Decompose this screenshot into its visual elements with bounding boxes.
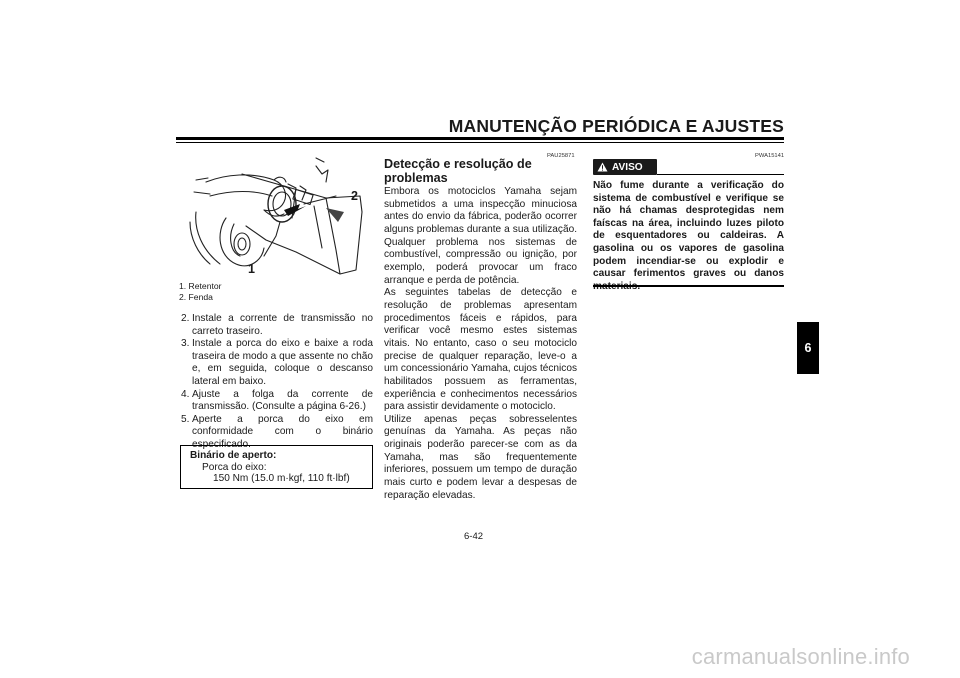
warning-badge [593, 159, 657, 175]
step-number: 3. [181, 338, 190, 350]
step-number: 4. [181, 388, 190, 400]
section-code: PAU25871 [547, 153, 575, 159]
warning-header-rule [657, 174, 784, 175]
caption-1: 1. Retentor [179, 281, 222, 291]
chapter-tab: 6 [797, 322, 819, 374]
section-paragraph: Utilize apenas peças sobresselentes genuínas da Yamaha. As peças não originais poderão parecer-se com as da Yamaha, mas são frequentemente inferiores, possuem um tempo de duração mais curto e podem levar a despesas de reparação elevadas. [384, 413, 577, 501]
torque-spec-box [180, 445, 373, 489]
section-paragraph: As seguintes tabelas de detecção e resolução de problemas apresentam procedimentos fáceis e rápidos, para verificar você mesmo estes sistemas vitais. No entanto, caso o seu motociclo precise de qualquer reparação, leve-o a um concessionário Yamaha, cujos técnicos habilitados possuem as ferramentas, experiência e conhecimentos necessários para assistir devidamente o motociclo. [384, 287, 577, 413]
step-text: Ajuste a folga da corrente de transmissão. (Consulte a página 6-26.) [192, 388, 373, 413]
title-rule [176, 137, 784, 140]
procedure-steps [181, 313, 373, 452]
figure-captions [179, 281, 222, 302]
step-3 [181, 338, 373, 388]
section-body [384, 186, 577, 502]
torque-title: Binário de aperto: [190, 450, 277, 461]
torque-value: 150 Nm (15.0 m·kgf, 110 ft·lbf) [213, 473, 350, 485]
warning-code: PWA15141 [755, 153, 785, 159]
step-text: Aperte a porca do eixo em conformidade com o binário especificado. [192, 413, 373, 450]
step-number: 2. [181, 313, 190, 324]
section-heading: Detecção e resolução de problemas [384, 157, 532, 185]
page-number: 6-42 [464, 531, 484, 542]
warning-text: Não fume durante a verificação do sistema de combustível e verifique se não há chamas desprotegidas nem faíscas na área, incluindo luzes piloto de esquentadores ou caldeiras. A gasolina ou os vapores de gasolina podem incendiar-se ou explodir e causar ferimentos graves ou danos [593, 180, 784, 280]
callout-2: 2 [351, 189, 358, 203]
warning-triangle-icon [597, 162, 608, 172]
axle-drawing [176, 152, 372, 279]
callout-1: 1 [248, 262, 255, 276]
watermark: carmanualsonline.info [691, 644, 910, 669]
step-text: Instale a porca do eixo e baixe a roda traseira de modo a que assente no chão e, em seguida, coloque o descanso lateral em baixo. [192, 338, 373, 387]
warning-end-rule [593, 285, 784, 287]
step-text: Instale a corrente de transmissão no carreto traseiro. [192, 313, 373, 337]
step-4 [181, 389, 373, 414]
section-paragraph: Embora os motociclos Yamaha sejam submetidos a uma inspecção minuciosa antes do envio da fábrica, poderão ocorrer alguns problemas durante a sua utilização. Qualquer problema nos sistemas de combustível, compressão ou ignição, por exemplo, poderá provocar um fraco arranque e perda de potência. [384, 186, 577, 286]
step-number: 5. [181, 413, 190, 425]
caption-2: 2. Fenda [179, 291, 213, 302]
axle-illustration [176, 152, 372, 279]
warning-label: AVISO [612, 161, 643, 173]
page-title: MANUTENÇÃO PERIÓDICA E AJUSTES [448, 116, 784, 136]
step-2 [181, 313, 373, 338]
torque-item: Porca do eixo: [202, 461, 267, 473]
title-rule-thin [176, 142, 784, 143]
